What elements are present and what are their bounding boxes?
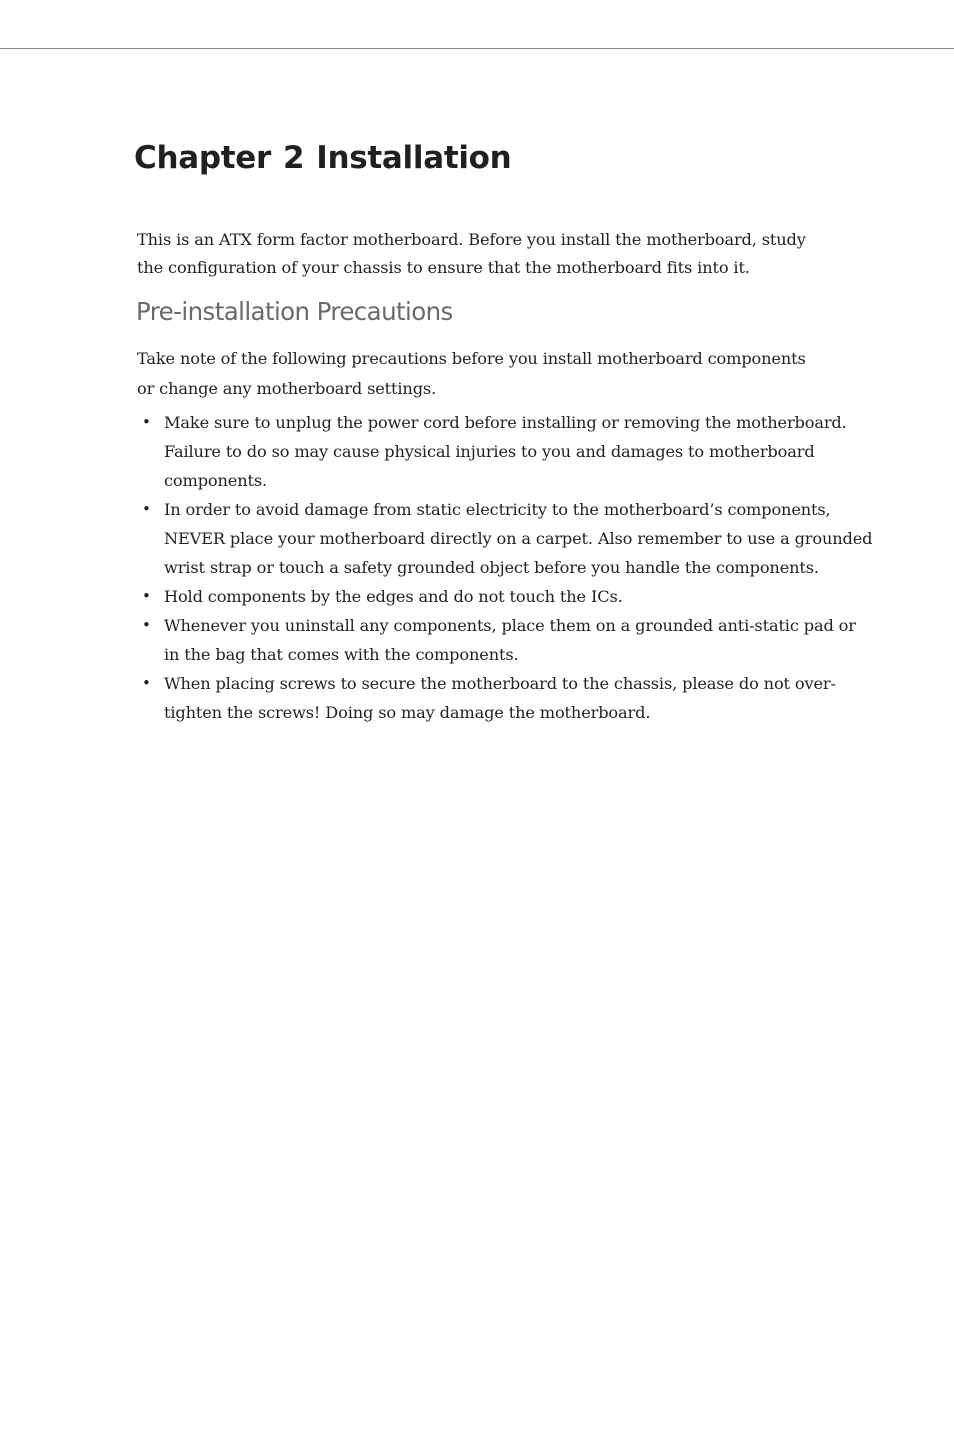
list-item: [137, 669, 877, 727]
chapter-number: 2: [282, 140, 305, 176]
bullet-icon: •: [142, 616, 151, 634]
list-item-line: Make sure to unplug the power cord before installing or removing the motherboard.: [164, 413, 847, 432]
list-item: [137, 611, 877, 669]
list-item-line: Failure to do so may cause physical injuries to you and damages to motherboard: [164, 442, 815, 461]
bullet-icon: •: [142, 413, 151, 431]
list-item-line: NEVER place your motherboard directly on a carpet. Also remember to use a grounded: [164, 529, 873, 548]
list-item-line: In order to avoid damage from static electricity to the motherboard’s components,: [164, 500, 831, 519]
list-item: [137, 495, 877, 582]
list-item-line: Hold components by the edges and do not touch the ICs.: [164, 587, 623, 606]
precaution-list: [137, 408, 877, 727]
lead-line: or change any motherboard settings.: [137, 379, 437, 398]
list-item: [137, 582, 877, 611]
intro-line: the configuration of your chassis to ensure that the motherboard fits into it.: [137, 258, 750, 277]
bullet-icon: •: [142, 500, 151, 518]
list-item-line: components.: [164, 471, 268, 490]
bullet-icon: •: [142, 674, 151, 692]
chapter-title: [134, 140, 511, 176]
section-heading: Pre-installation Precautions: [136, 297, 453, 326]
section-lead-paragraph: [137, 344, 857, 404]
list-item: [137, 408, 877, 495]
list-item-line: Whenever you uninstall any components, place them on a grounded anti-static pad or: [164, 616, 856, 635]
chapter-name: Installation: [316, 140, 512, 176]
list-item-line: in the bag that comes with the components.: [164, 645, 519, 664]
lead-line: Take note of the following precautions before you install motherboard components: [137, 349, 806, 368]
list-item-line: wrist strap or touch a safety grounded object before you handle the components.: [164, 558, 819, 577]
intro-line: This is an ATX form factor motherboard. Before you install the motherboard, study: [137, 230, 806, 249]
intro-paragraph: [137, 226, 857, 282]
list-item-line: When placing screws to secure the motherboard to the chassis, please do not over-: [164, 674, 836, 693]
list-item-line: tighten the screws! Doing so may damage the motherboard.: [164, 703, 651, 722]
header-rule: [0, 48, 954, 49]
bullet-icon: •: [142, 587, 151, 605]
chapter-label: Chapter: [134, 140, 271, 176]
